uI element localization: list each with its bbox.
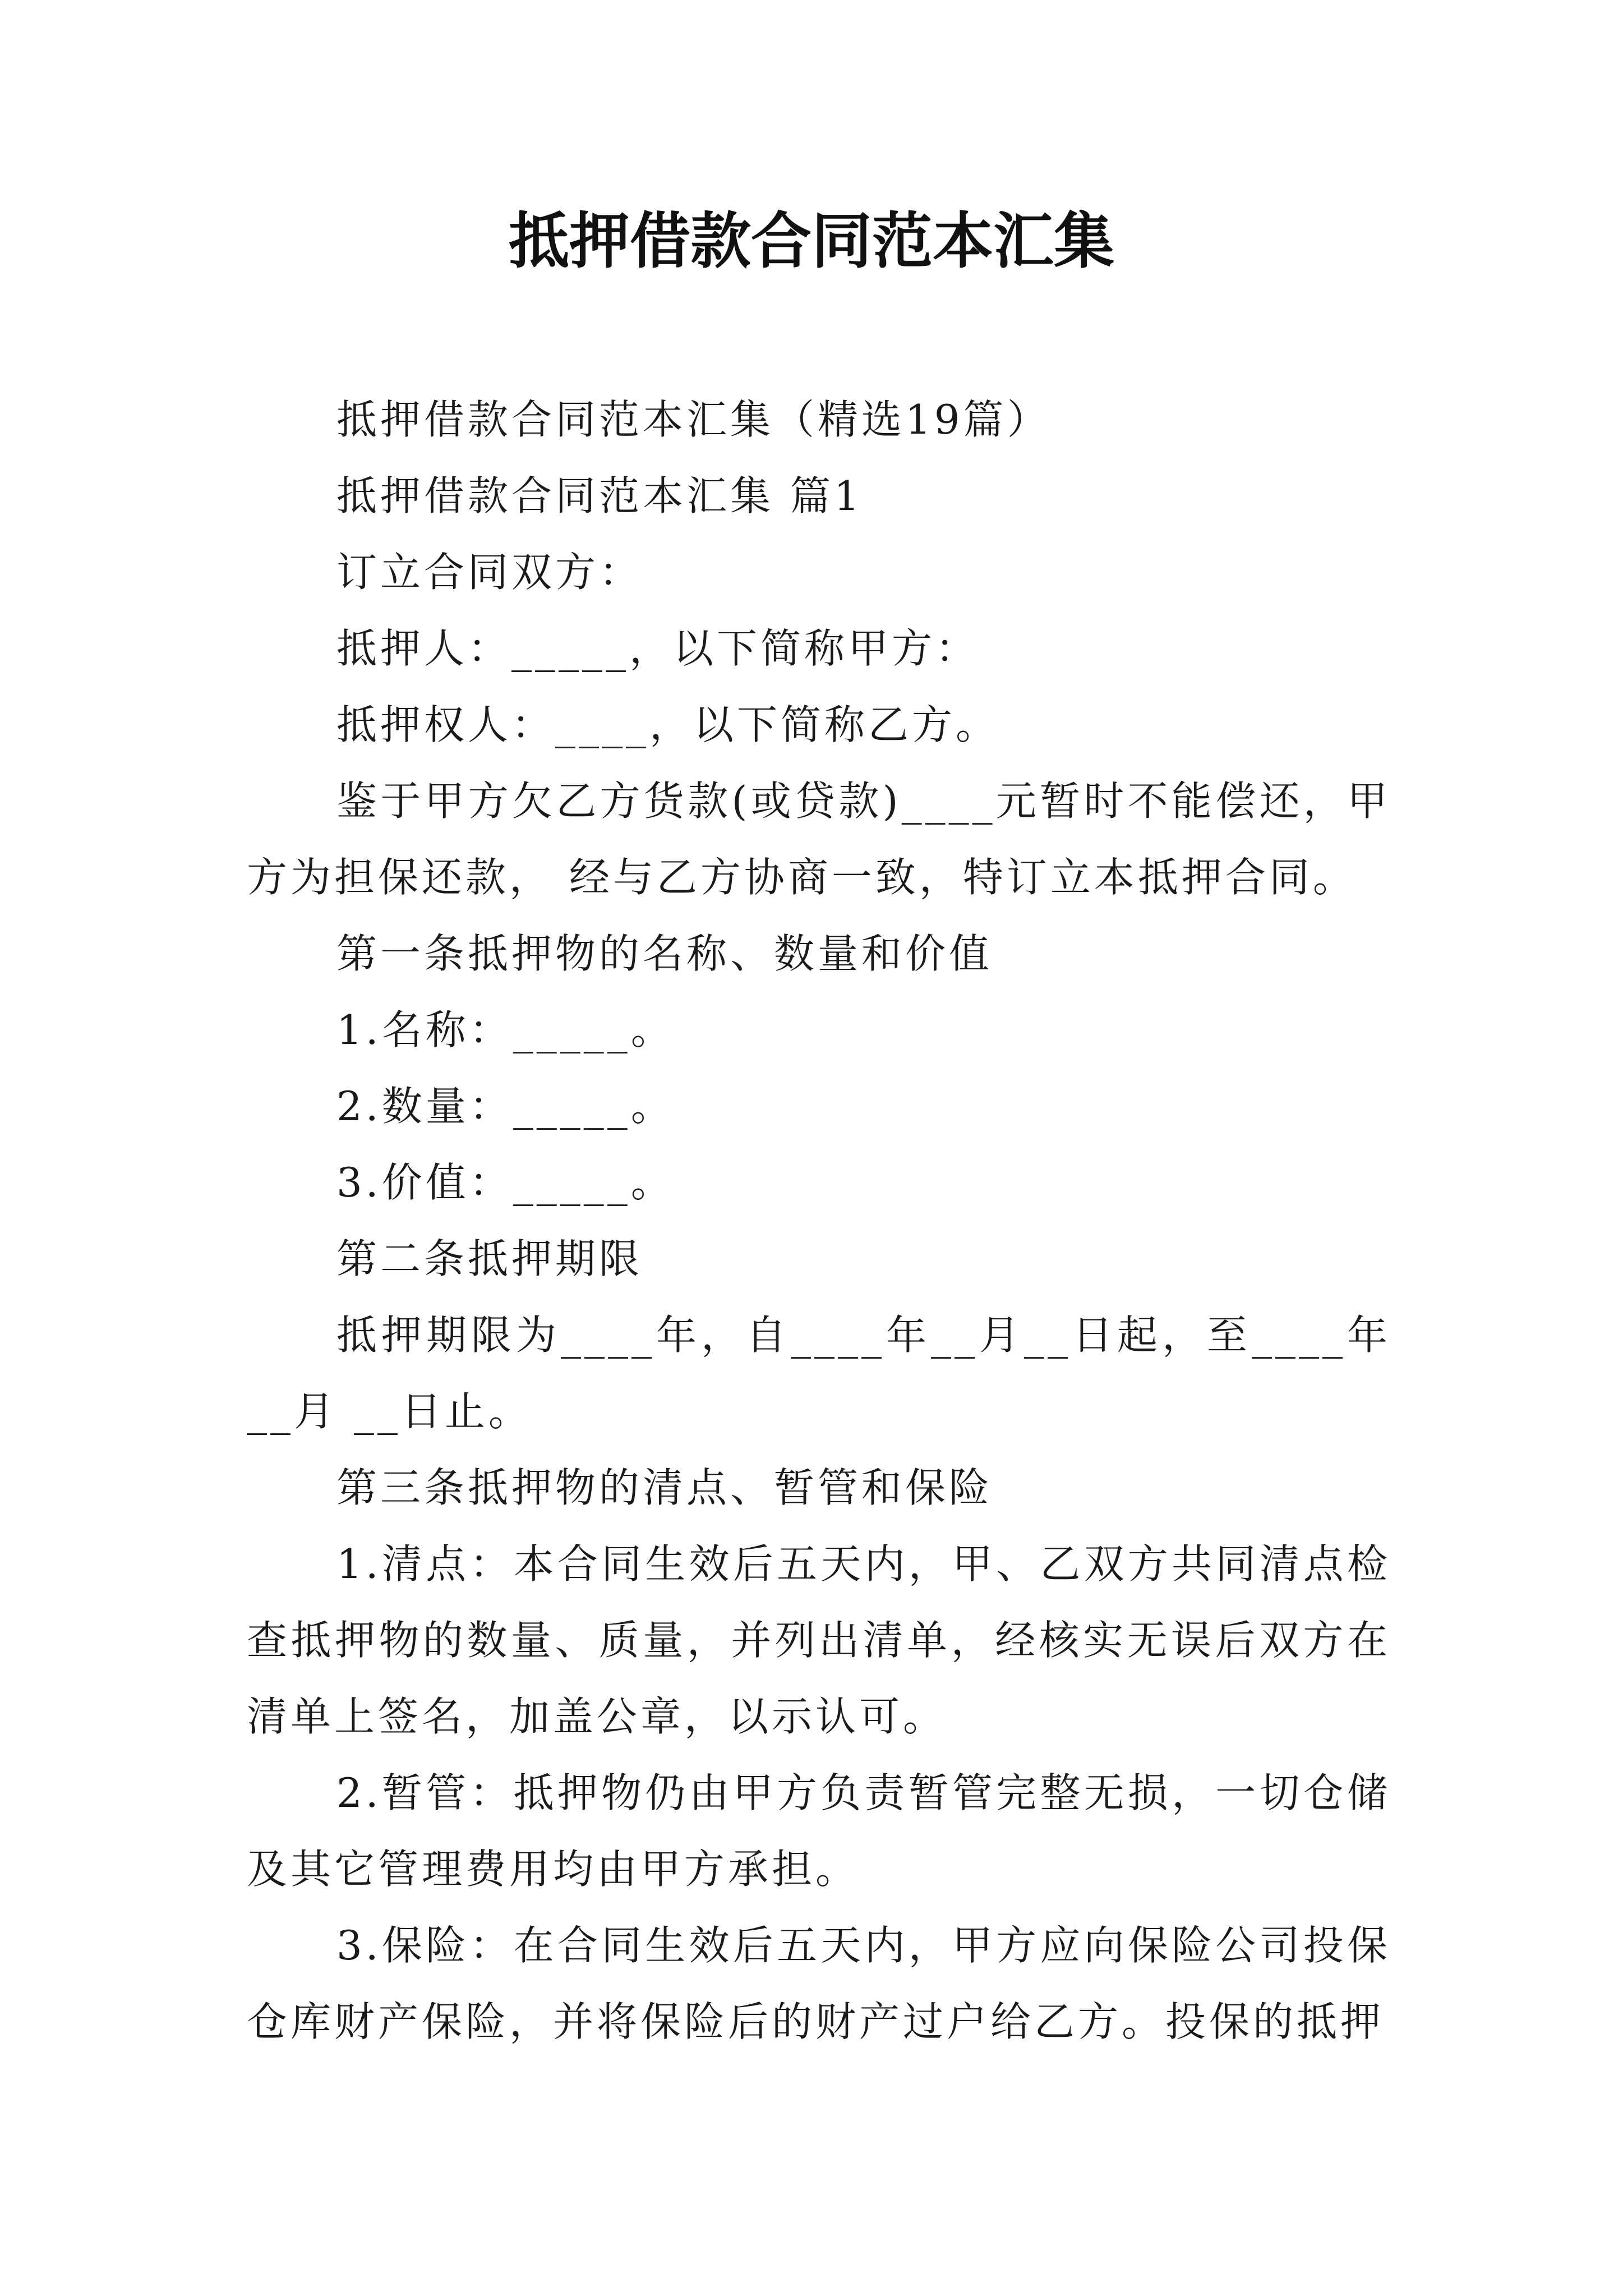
paragraph-term: 抵押期限为____年，自____年__月__日起，至____年__月 __日止。 <box>247 1312 1391 1435</box>
paragraph-mortgagee: 抵押权人：____，以下简称乙方。 <box>336 701 1000 748</box>
paragraph-section-heading: 抵押借款合同范本汇集 篇1 <box>336 472 863 519</box>
paragraph-custody: 2.暂管：抵押物仍由甲方负责暂管完整无损，一切仓储及其它管理费用均由甲方承担。 <box>247 1769 1391 1893</box>
paragraph-item-value: 3.价值：_____。 <box>336 1159 675 1206</box>
paragraph-insurance: 3.保险：在合同生效后五天内，甲方应向保险公司投保仓库财产保险，并将保险后的财产过户给乙方。投保的抵押 <box>247 1922 1391 2045</box>
paragraph-mortgagor: 抵押人：_____，以下简称甲方： <box>336 625 980 672</box>
paragraph-inventory: 1.清点：本合同生效后五天内，甲、乙双方共同清点检查抵押物的数量、质量，并列出清单，经核实无误后双方在清单上签名，加盖公章，以示认可。 <box>247 1540 1391 1740</box>
paragraph-article-1: 第一条抵押物的名称、数量和价值 <box>336 930 993 977</box>
paragraph-article-2: 第二条抵押期限 <box>336 1235 643 1282</box>
paragraph-item-name: 1.名称：_____。 <box>336 1006 675 1053</box>
paragraph-subtitle: 抵押借款合同范本汇集（精选19篇） <box>336 396 1051 443</box>
paragraph-article-3: 第三条抵押物的清点、暂管和保险 <box>336 1464 993 1511</box>
document-title: 抵押借款合同范本汇集 <box>508 206 1114 277</box>
document-body <box>247 381 1391 2060</box>
paragraph-preamble: 鉴于甲方欠乙方货款(或贷款)____元暂时不能偿还，甲方为担保还款， 经与乙方协商一致，特订立本抵押合同。 <box>247 777 1391 901</box>
paragraph-parties-heading: 订立合同双方： <box>336 549 643 596</box>
paragraph-item-quantity: 2.数量：_____。 <box>336 1083 675 1130</box>
